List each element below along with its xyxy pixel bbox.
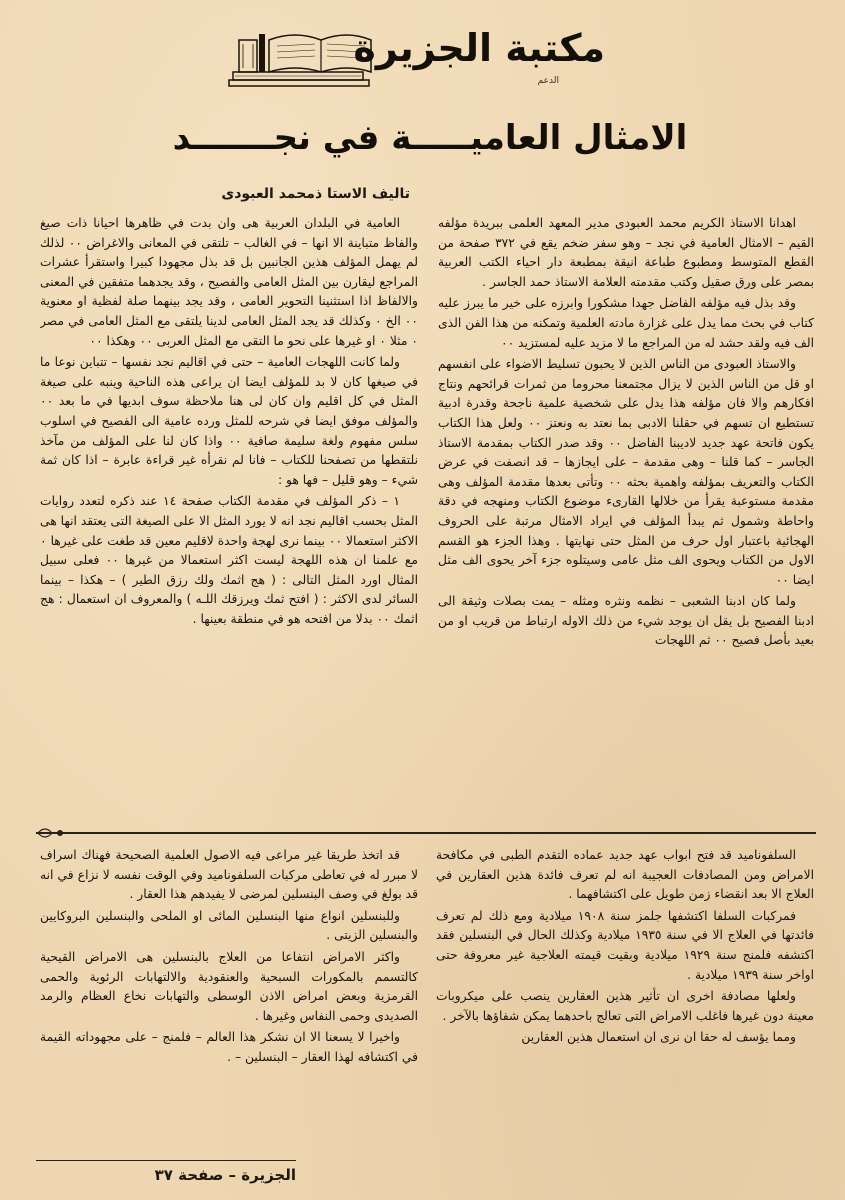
paragraph: والاستاذ العبودى من الناس الذين لا يحبون تسليط الاضواء على انفسهم او قل من الناس الذين لا يزال مجتمعنا محروما من ثمرات قرائحهم ونتاج افكارهم والا فان مؤلفه هذا يدل على شخصية علمية ناجحة وقدرة ادبية تستطيع ان تسهم في حقلنا الادبى بما نعتد به ونعتز ٠٠ ولعل هذا الكتاب يكون فاتحة عهد جديد لاديبنا الفاضل ٠٠ وقد صدر الكتاب بمقدمة الاستاذ الجاسر – كما قلنا – وهى مقدمة – على ايجازها – قد انصفت في عرض الكتاب والتعريف بمؤلفه واهمية بحثه ٠٠ وتأتى بعدها مقدمة المؤلف وهى مقدمة مستوعبة يقرأ من خلالها القارىء موضوع الكتاب ومنهجه في دقة واحاطة وشمول ثم يبدأ المؤلف في ايراد الامثال مرتبة على الحروف الهجائية باعتبار اول حرف من المثل حتى نهايتها . وهذا الجزء هو القسم الاول من الكتاب ويحوى الف مثل عامى وسيتلوه جزء آخر يحوى الف مثل ايضا ٠٠ xyxy=(438,357,814,587)
article-title: الامثال العاميـــــة في نجـــــــد xyxy=(172,118,688,158)
paragraph: وقد بذل فيه مؤلفه الفاضل جهدا مشكورا وابرزه على خير ما يبرز عليه كتاب في بحث مما يدل على غزارة مادته العلمية وتمكنه من هذا الفن الذى الف فيه ولقد حشد له من المراجع ما لا مزيد عليه لمستزيد ٠٠ xyxy=(438,296,814,350)
section-divider xyxy=(36,828,816,838)
paragraph: ولما كانت اللهجات العامية – حتى في اقاليم نجد نفسها – تتباين نوعا ما في صيغها كان لا بد للمؤلف ايضا ان يراعى هذه الناحية وينبه على صيغة المثل في كل اقليم وان كان لى هنا ملاحظة سوف ابديها في ما بعد ٠٠ والمؤلف موفق ايضا في شرحه للمثل ورده عامية الى الفصيح في اسلوب سلس مفهوم ولغة سليمة صافية ٠٠ واذا كان لنا على المؤلف من مآخذ نلتقطها من تصفحنا للكتاب – فانا لم نقرأه غير قراءة عابرة – اذا كان ثمة شيء – وهو قليل – فها هو : xyxy=(40,355,418,487)
masthead xyxy=(225,26,605,96)
article-column-right xyxy=(438,214,814,814)
paragraph: العامية في البلدان العربية هى وان بدت في ظاهرها احيانا ذات صيغ والفاظ متباينة الا انها – في الغالب – تلتقى في المعانى والاغراض ٠٠ لذلك لم يهمل المؤلف هذين الجانبين بل قد بذل مجهودا كبيرا واستقرأ عشرات المراجع ليقارن بين المثل العامى والفصيح ، وقد يجدهما متفقين في المعنى والالفاظ اذا استثنينا التحوير العامى ، وقد يجد بينهما صلة لفظية او معنوية ٠٠ الخ ٠ وكذلك قد يجد المثل العامى لدينا يلتقى مع المثل العامى في مصر ٠ مثلا ٠ او غيرها على نحو ما التقى مع المثل العربى ٠٠ وهكذا ٠٠ xyxy=(40,216,418,348)
lower-column-right xyxy=(436,846,814,1150)
paragraph: ومما يؤسف له حقا ان نرى ان استعمال هذين العقارين xyxy=(521,1030,796,1045)
paragraph: وللبنسلين انواع منها البنسلين المائى او الملحى والبنسلين البروكايين والبنسلين الزيتى . xyxy=(40,908,418,943)
paragraph: اهدانا الاستاذ الكريم محمد العبودى مدير المعهد العلمى ببريدة مؤلفه القيم – الامثال العامية في نجد – وهو سفر ضخم يقع في ٣٧٢ صفحة من القطع المتوسط ومطبوع طباعة انيقة بمطبعة دار احياء الكتب العربية بمصر على ورق صقيل وكتب مقدمته العلامة الاستاذ حمد الجاسر . xyxy=(438,216,814,289)
paragraph: فمركبات السلفا اكتشفها جلمز سنة ١٩٠٨ ميلادية ومع ذلك لم تعرف فائدتها في العلاج الا في سنة ١٩٣٥ ميلادية وكذلك الحال في البنسلين فقد اكتشفه فلمنج سنة ١٩٢٩ ميلادية وبقيت قيمته العلاجية غير معروفة حتى اواخر سنة ١٩٣٩ ميلادية . xyxy=(436,908,814,982)
ornament-icon xyxy=(36,824,72,842)
divider-line xyxy=(36,832,816,834)
page-footer: الجزيرة – صفحة ٣٧ xyxy=(154,1166,296,1184)
paragraph: ولعلها مصادفة اخرى ان تأثير هذين العقارين ينصب على ميكروبات معينة دون غيرها فاغلب الامراض التى تعالج باحدهما يمكن شفاؤها بالآخر . xyxy=(436,989,814,1023)
article-column-left xyxy=(40,214,418,814)
footer-rule xyxy=(36,1160,296,1161)
paragraph: قد اتخذ طريقا غير مراعى فيه الاصول العلمية الصحيحة فهناك اسراف لا مبرر له في تعاطى مركبات السلفونامید وفي الوقت نفسه لا نزاع في انه قد بولغ في وصف البنسلين لمرضى لا يفيدهم هذا العقار . xyxy=(40,848,418,902)
paragraph: السلفونامید قد فتح ابواب عهد جديد عماده التقدم الطبى في مكافحة الامراض ومن المصادفات العجيبة انه لم تعرف فائدة هذين العقارين في العلاج الا بعد انقضاء زمن طويل على اكتشافهما . xyxy=(436,848,814,902)
lower-column-left xyxy=(40,846,418,1150)
paragraph: ولما كان ادبنا الشعبى – نظمه ونثره ومثله – يمت بصلات وثيقة الى ادبنا الفصيح بل يقل ان يوجد شيء من ذلك الاوله ارتباط من قريب او من بعيد بأصل فصيح ٠٠ ثم اللهجات xyxy=(438,594,814,648)
paragraph: واكثر الامراض انتفاعا من العلاج بالبنسلين هى الامراض القيحية كالتسمم بالمكورات السبحية والعنقودية والالتهابات الرئوية والحمى القرمزية وبعض امراض الاذن الوسطى والتهابات نخاع العظام والرمد الصديدى وحمى النفاس وغيرها . xyxy=(40,949,418,1023)
paragraph: ١ – ذكر المؤلف في مقدمة الكتاب صفحة ١٤ عند ذكره لتعدد روايات المثل بحسب اقاليم نجد انه لا يورد المثل الا على الصيغة التى يعتقد انها هى الاكثر استعمالا ٠٠ بينما نرى لهجة واحدة لاقليم معين قد طغت على غيرها ٠ مع علمنا ان هذه اللهجة ليست اكثر استعمالا من غيرها ٠٠ فعلى سبيل المثال اورد المثل التالى : ( هج اثمك ولك رزق الطير ) – هكذا – بينما السائر لدى الاكثر : ( افتح ثمك ويرزقك اللـه ) والمعروف ان استعمال : هج اثمك ٠٠ بدلا من افتحه هو في منطقة بعينها . xyxy=(40,494,418,626)
section-subtitle: الدعم xyxy=(537,76,559,86)
author-line: تاليف الاستا ذمحمد العبودى xyxy=(221,186,410,202)
section-title: مكتبة الجزيرة xyxy=(353,26,605,70)
paragraph: واخيرا لا يسعنا الا ان نشكر هذا العالم – فلمنج – على مجهوداته القيمة في اكتشافه لهذا العقار – البنسلين – . xyxy=(40,1030,418,1064)
